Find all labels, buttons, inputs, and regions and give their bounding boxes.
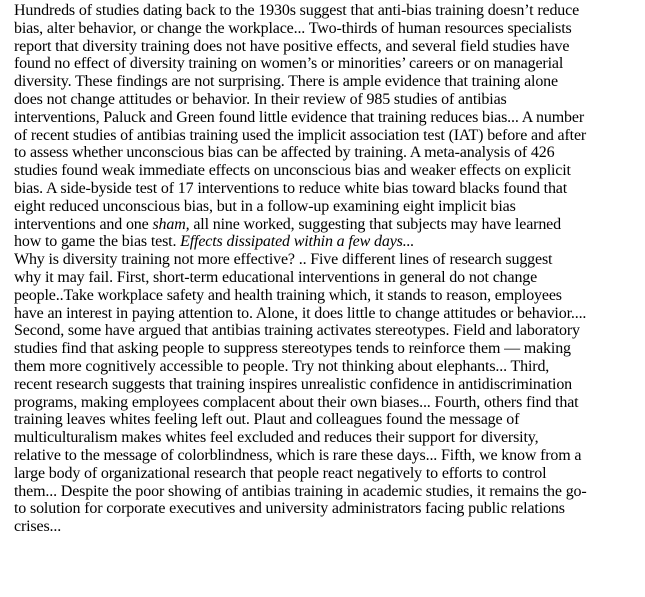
text-line xyxy=(4,394,642,412)
text-segment: people..Take workplace safety and health training which, it stands to reason, employees xyxy=(14,286,562,304)
text-line xyxy=(4,358,642,376)
text-segment: Second, some have argued that antibias training activates stereotypes. Field and laboratory xyxy=(14,322,580,340)
text-segment: diversity. These findings are not surprising. There is ample evidence that training alone xyxy=(14,73,558,91)
text-line xyxy=(4,38,642,56)
text-line xyxy=(4,162,642,180)
text-segment: programs, making employees complacent about their own biases... Fourth, others find that xyxy=(14,393,579,411)
text-segment: bias, alter behavior, or change the workplace... Two-thirds of human resources specialists xyxy=(14,19,572,37)
text-line xyxy=(4,411,642,429)
text-line xyxy=(4,500,642,518)
text-segment: large body of organizational research that people react negatively to efforts to control xyxy=(14,464,547,482)
text-line xyxy=(4,340,642,358)
text-segment: to solution for corporate executives and university administrators facing public relations xyxy=(14,500,565,518)
paragraph xyxy=(4,251,642,536)
text-segment: bias. A side-byside test of 17 interventions to reduce white bias toward blacks found that xyxy=(14,179,568,197)
text-line xyxy=(4,269,642,287)
italic-text: sham, xyxy=(152,215,190,233)
text-segment: found no effect of diversity training on women’s or minorities’ careers or on managerial xyxy=(14,55,564,73)
text-line xyxy=(4,198,642,216)
text-line xyxy=(4,73,642,91)
paragraph xyxy=(4,2,642,251)
text-line xyxy=(4,518,642,536)
text-segment: why it may fail. First, short-term educational interventions in general do not change xyxy=(14,268,538,286)
text-line xyxy=(4,251,642,269)
text-line xyxy=(4,305,642,323)
text-line xyxy=(4,109,642,127)
text-segment: all nine worked, suggesting that subjects may have learned xyxy=(189,215,561,233)
document-body xyxy=(4,2,642,536)
text-segment: interventions, Paluck and Green found little evidence that training reduces bias... A number xyxy=(14,108,585,126)
text-segment: report that diversity training does not have positive effects, and several field studies have xyxy=(14,37,570,55)
text-segment: them... Despite the poor showing of antibias training in academic studies, it remains the go- xyxy=(14,482,587,500)
text-line xyxy=(4,2,642,20)
text-segment: them more cognitively accessible to people. Try not thinking about elephants... Third, xyxy=(14,357,550,375)
text-line xyxy=(4,91,642,109)
text-line xyxy=(4,20,642,38)
text-segment: to assess whether unconscious bias can be affected by training. A meta-analysis of 426 xyxy=(14,144,555,162)
text-segment: Why is diversity training not more effective? .. Five different lines of research suggest xyxy=(14,251,553,269)
text-segment: multiculturalism makes whites feel excluded and reduces their support for diversity, xyxy=(14,429,539,447)
text-line xyxy=(4,376,642,394)
italic-text: Effects dissipated within a few days... xyxy=(180,233,415,251)
text-line xyxy=(4,429,642,447)
text-segment: recent research suggests that training inspires unrealistic confidence in antidiscrimination xyxy=(14,375,573,393)
text-line xyxy=(4,55,642,73)
text-segment: how to game the bias test. xyxy=(14,233,181,251)
text-segment: interventions and one xyxy=(14,215,153,233)
text-line xyxy=(4,127,642,145)
text-line xyxy=(4,447,642,465)
text-segment: does not change attitudes or behavior. In their review of 985 studies of antibias xyxy=(14,90,507,108)
text-line xyxy=(4,483,642,501)
text-line xyxy=(4,144,642,162)
text-segment: studies found weak immediate effects on unconscious bias and weaker effects on explicit xyxy=(14,162,571,180)
text-segment: crises... xyxy=(14,518,62,536)
text-segment: Hundreds of studies dating back to the 1930s suggest that anti-bias training doesn’t reduce xyxy=(14,2,580,19)
text-segment: have an interest in paying attention to. Alone, it does little to change attitudes or behavior.... xyxy=(14,304,587,322)
text-line xyxy=(4,287,642,305)
text-line xyxy=(4,180,642,198)
text-line xyxy=(4,233,642,251)
text-segment: eight reduced unconscious bias, but in a follow-up examining eight implicit bias xyxy=(14,197,516,215)
text-segment: training leaves whites feeling left out. Plaut and colleagues found the message of xyxy=(14,411,520,429)
text-line xyxy=(4,322,642,340)
text-line xyxy=(4,216,642,234)
text-segment: of recent studies of antibias training used the implicit association test (IAT) before and after xyxy=(14,126,587,144)
text-line xyxy=(4,465,642,483)
text-segment: studies find that asking people to suppress stereotypes tends to reinforce them — making xyxy=(14,340,571,358)
text-segment: relative to the message of colorblindness, which is rare these days... Fifth, we know from a xyxy=(14,446,582,464)
